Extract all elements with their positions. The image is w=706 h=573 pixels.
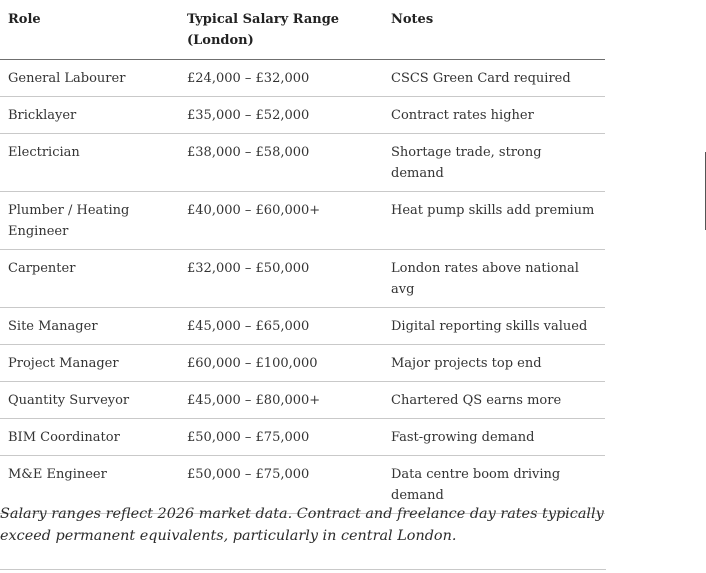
table-row: [0, 382, 605, 419]
cell-salary-range: £38,000 – £58,000: [179, 134, 383, 192]
cell-salary-range: £35,000 – £52,000: [179, 97, 383, 134]
cell-salary-range: £45,000 – £65,000: [179, 308, 383, 345]
cell-notes: Shortage trade, strong demand: [383, 134, 605, 192]
salary-footnote: Salary ranges reflect 2026 market data. Contract and freelance day rates typically exceed permanent equivalents, particularly in central London.: [0, 506, 604, 544]
cell-role: Plumber / Heating Engineer: [0, 192, 179, 250]
cell-notes: Contract rates higher: [383, 97, 605, 134]
cell-role: Electrician: [0, 134, 179, 192]
cell-notes: Chartered QS earns more: [383, 382, 605, 419]
table-row: [0, 134, 605, 192]
cell-salary-range: £32,000 – £50,000: [179, 250, 383, 308]
cell-salary-range: £40,000 – £60,000+: [179, 192, 383, 250]
cell-role: Site Manager: [0, 308, 179, 345]
section-divider: [0, 569, 606, 570]
cell-salary-range: £50,000 – £75,000: [179, 456, 383, 514]
cell-notes: Major projects top end: [383, 345, 605, 382]
cell-salary-range: £24,000 – £32,000: [179, 60, 383, 97]
cell-notes: London rates above national avg: [383, 250, 605, 308]
header-salary-range: Typical Salary Range (London): [179, 0, 383, 60]
cell-notes: Heat pump skills add premium: [383, 192, 605, 250]
cell-role: Quantity Surveyor: [0, 382, 179, 419]
header-role: Role: [0, 0, 179, 60]
cell-role: Bricklayer: [0, 97, 179, 134]
table-row: [0, 419, 605, 456]
cell-salary-range: £45,000 – £80,000+: [179, 382, 383, 419]
header-notes: Notes: [383, 0, 605, 60]
cell-notes: CSCS Green Card required: [383, 60, 605, 97]
cell-role: Project Manager: [0, 345, 179, 382]
cell-role: Carpenter: [0, 250, 179, 308]
cell-notes: Data centre boom driving demand: [383, 456, 605, 514]
cell-notes: Fast-growing demand: [383, 419, 605, 456]
table-row: [0, 250, 605, 308]
table-row: [0, 97, 605, 134]
cell-notes: Digital reporting skills valued: [383, 308, 605, 345]
cell-role: M&E Engineer: [0, 456, 179, 514]
cell-salary-range: £50,000 – £75,000: [179, 419, 383, 456]
cell-salary-range: £60,000 – £100,000: [179, 345, 383, 382]
table-row: [0, 308, 605, 345]
table-row: [0, 192, 605, 250]
table-row: [0, 60, 605, 97]
table-row: [0, 345, 605, 382]
cell-role: BIM Coordinator: [0, 419, 179, 456]
table-header-row: [0, 0, 605, 60]
cell-role: General Labourer: [0, 60, 179, 97]
